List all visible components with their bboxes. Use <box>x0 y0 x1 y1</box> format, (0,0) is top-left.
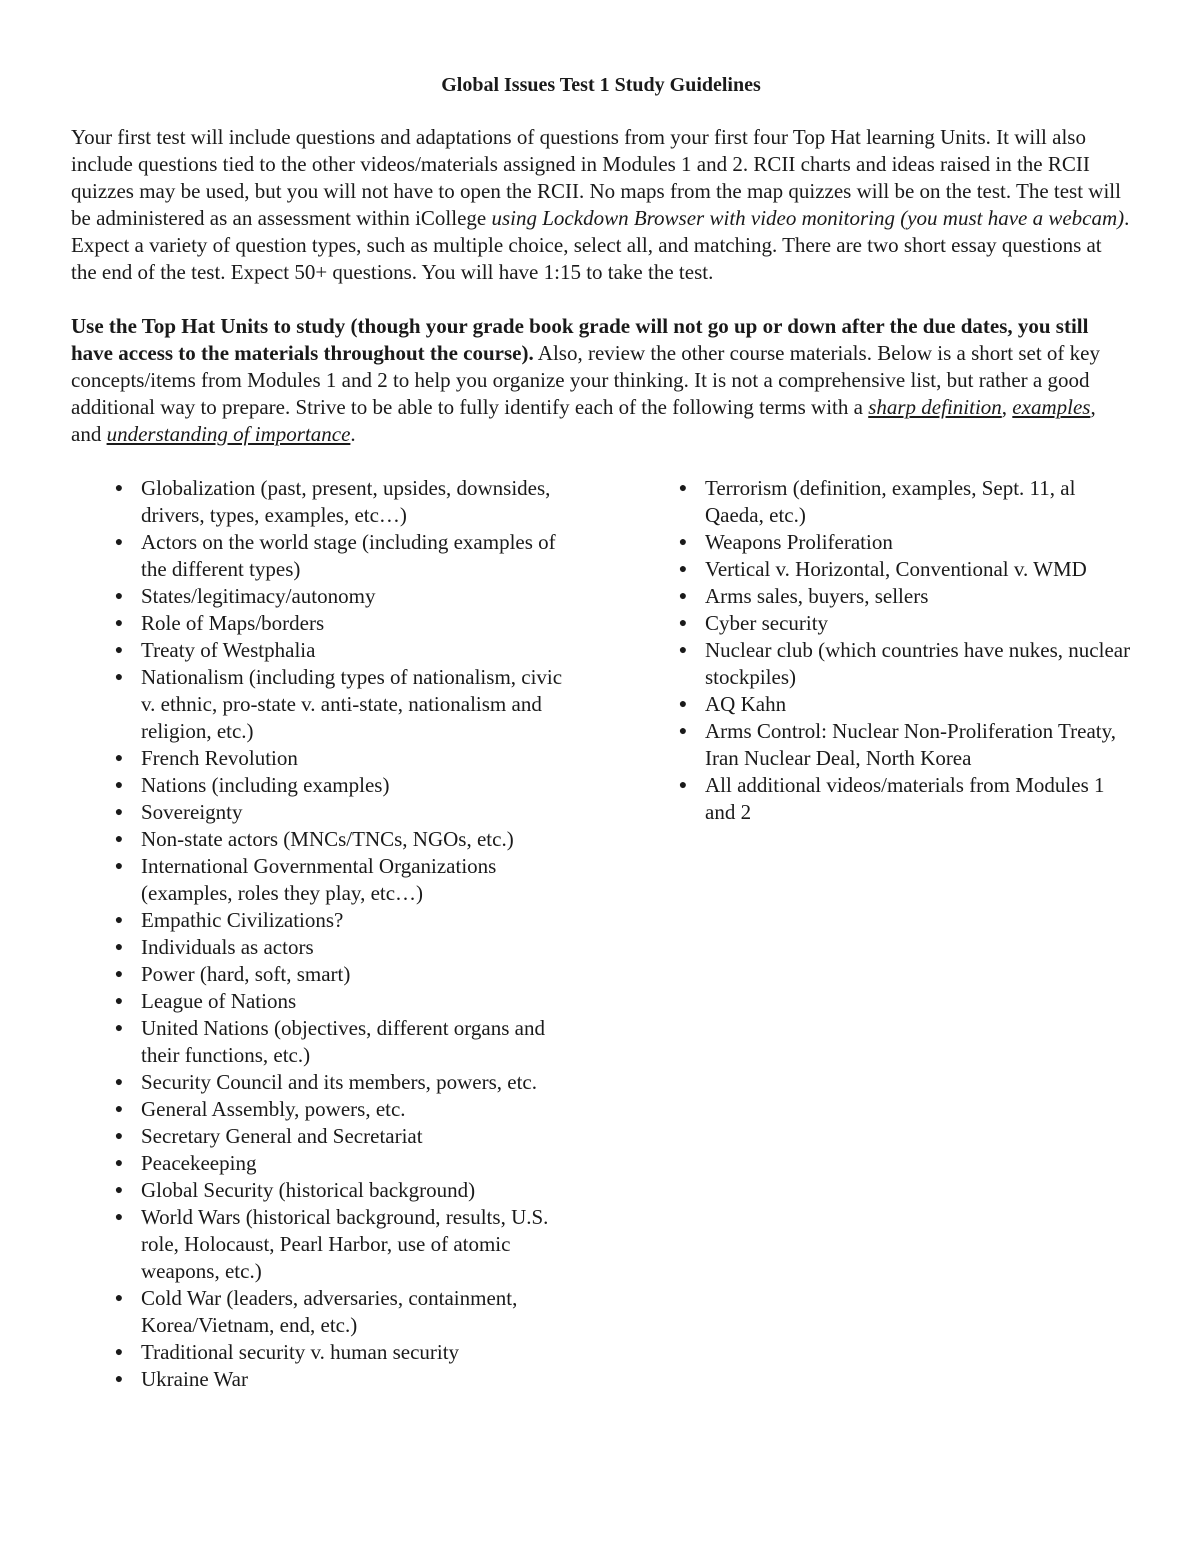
bullet-icon: ● <box>114 1291 124 1306</box>
bullet-icon: ● <box>114 805 124 820</box>
document-page <box>71 72 1131 1425</box>
list-item-text: Vertical v. Horizontal, Conventional v. WMD <box>705 557 1087 581</box>
list-item <box>71 826 571 853</box>
bullet-icon: ● <box>678 616 688 631</box>
list-item <box>71 1015 571 1069</box>
list-item <box>635 556 1135 583</box>
list-item-text: United Nations (objectives, different organs and their functions, etc.) <box>141 1016 545 1067</box>
list-item <box>71 1123 571 1150</box>
list-item <box>71 1285 571 1339</box>
term-understanding-of-importance: understanding of importance <box>106 422 351 446</box>
list-item-text: Terrorism (definition, examples, Sept. 11, al Qaeda, etc.) <box>705 476 1076 527</box>
list-item <box>71 1177 571 1204</box>
list-item-text: Power (hard, soft, smart) <box>141 962 351 986</box>
bullet-icon: ● <box>114 832 124 847</box>
list-item <box>71 772 571 799</box>
intro-paragraph <box>71 124 1131 286</box>
bullet-icon: ● <box>114 778 124 793</box>
list-item-text: League of Nations <box>141 989 297 1013</box>
list-item-text: Arms sales, buyers, sellers <box>705 584 929 608</box>
list-item-text: Traditional security v. human security <box>141 1340 460 1364</box>
list-item <box>71 1339 571 1366</box>
bullet-icon: ● <box>114 940 124 955</box>
list-item-text: Peacekeeping <box>141 1151 257 1175</box>
list-item-text: AQ Kahn <box>705 692 787 716</box>
list-item-text: World Wars (historical background, results, U.S. role, Holocaust, Pearl Harbor, use of atomic weapons, etc.) <box>141 1205 549 1283</box>
list-item-text: Role of Maps/borders <box>141 611 325 635</box>
list-item <box>71 529 571 583</box>
list-item-text: International Governmental Organizations (examples, roles they play, etc…) <box>141 854 497 905</box>
list-item-text: Treaty of Westphalia <box>141 638 316 662</box>
list-item-text: Nuclear club (which countries have nukes, nuclear stockpiles) <box>705 638 1131 689</box>
list-item <box>71 1204 571 1285</box>
document-title: Global Issues Test 1 Study Guidelines <box>441 74 761 96</box>
list-item-text: Actors on the world stage (including examples of the different types) <box>141 530 556 581</box>
list-item-text: Nations (including examples) <box>141 773 390 797</box>
key-concepts-columns <box>71 475 1131 1425</box>
list-item-text: States/legitimacy/autonomy <box>141 584 376 608</box>
list-item <box>71 1096 571 1123</box>
bullet-icon: ● <box>114 913 124 928</box>
bullet-icon: ● <box>114 1021 124 1036</box>
list-item <box>71 961 571 988</box>
list-item-text: Non-state actors (MNCs/TNCs, NGOs, etc.) <box>141 827 514 851</box>
list-item-text: Empathic Civilizations? <box>141 908 344 932</box>
bullet-icon: ● <box>114 535 124 550</box>
list-item <box>635 475 1135 529</box>
study-bold-lead: Use the Top Hat Units to study (though your grade book grade will not go up or down after the due dates, you still have access to the materials throughout the course). <box>71 314 1089 365</box>
list-item <box>635 610 1135 637</box>
list-item <box>71 1150 571 1177</box>
bullet-icon: ● <box>114 670 124 685</box>
list-item-text: Secretary General and Secretariat <box>141 1124 423 1148</box>
bullet-icon: ● <box>114 616 124 631</box>
list-item <box>635 637 1135 691</box>
list-item <box>71 637 571 664</box>
list-item <box>635 691 1135 718</box>
list-item-text: Cyber security <box>705 611 829 635</box>
list-item-text: Nationalism (including types of nationalism, civic v. ethnic, pro-state v. anti-state, nationalism and religion, etc.) <box>141 665 563 743</box>
bullet-icon: ● <box>114 967 124 982</box>
bullet-icon: ● <box>678 697 688 712</box>
intro-text-end: . Expect a variety of question types, such as multiple choice, select all, and matching. There are two short essay questions at the end of the test. Expect 50+ questions. You will have 1:15 to take the test. <box>71 206 1130 284</box>
list-item-text: Cold War (leaders, adversaries, containment, Korea/Vietnam, end, etc.) <box>141 1286 518 1337</box>
list-item-text: All additional videos/materials from Modules 1 and 2 <box>705 773 1105 824</box>
bullet-icon: ● <box>114 1183 124 1198</box>
list-item-text: Ukraine War <box>141 1367 248 1391</box>
list-item-text: French Revolution <box>141 746 298 770</box>
bullet-icon: ● <box>114 994 124 1009</box>
study-sep-2: , and <box>71 395 1096 446</box>
bullet-icon: ● <box>114 1129 124 1144</box>
right-concept-list <box>635 475 1135 826</box>
term-examples: examples <box>1012 395 1091 419</box>
list-item <box>71 664 571 745</box>
intro-italic-text: using Lockdown Browser with video monitoring (you must have a webcam) <box>491 206 1125 230</box>
intro-text-start: Your first test will include questions and adaptations of questions from your first four Top Hat learning Units. It will also include questions tied to the other videos/materials assigned in Modules 1 and 2. RCII charts and ideas raised in the RCII quizzes may be used, but you will not have to open the RCII. No maps from the map quizzes will be on the test. The test will be administered as an assessment within iCollege <box>71 125 1121 230</box>
bullet-icon: ● <box>114 1210 124 1225</box>
list-item <box>71 853 571 907</box>
list-item <box>635 772 1135 826</box>
bullet-icon: ● <box>114 589 124 604</box>
bullet-icon: ● <box>114 751 124 766</box>
term-sharp-definition: sharp definition <box>868 395 1002 419</box>
list-item-text: Individuals as actors <box>141 935 314 959</box>
bullet-icon: ● <box>678 643 688 658</box>
bullet-icon: ● <box>114 643 124 658</box>
bullet-icon: ● <box>678 724 688 739</box>
list-item <box>71 1069 571 1096</box>
bullet-icon: ● <box>114 1345 124 1360</box>
list-item-text: Globalization (past, present, upsides, downsides, drivers, types, examples, etc…) <box>141 476 551 527</box>
list-item <box>71 934 571 961</box>
bullet-icon: ● <box>114 1102 124 1117</box>
study-end: . <box>350 422 356 446</box>
list-item <box>71 475 571 529</box>
list-item <box>71 1366 571 1393</box>
list-item <box>71 610 571 637</box>
list-item <box>635 583 1135 610</box>
study-paragraph <box>71 313 1131 448</box>
list-item-text: Sovereignty <box>141 800 243 824</box>
list-item-text: Weapons Proliferation <box>705 530 893 554</box>
bullet-icon: ● <box>678 778 688 793</box>
study-sep-1: , <box>1001 395 1013 419</box>
bullet-icon: ● <box>114 859 124 874</box>
list-item <box>71 745 571 772</box>
list-item <box>71 799 571 826</box>
list-item-text: General Assembly, powers, etc. <box>141 1097 406 1121</box>
list-item <box>71 907 571 934</box>
bullet-icon: ● <box>114 1156 124 1171</box>
list-item <box>635 718 1135 772</box>
bullet-icon: ● <box>678 589 688 604</box>
list-item <box>71 988 571 1015</box>
bullet-icon: ● <box>114 1075 124 1090</box>
bullet-icon: ● <box>114 1372 124 1387</box>
bullet-icon: ● <box>678 562 688 577</box>
bullet-icon: ● <box>114 481 124 496</box>
list-item-text: Security Council and its members, powers, etc. <box>141 1070 537 1094</box>
list-item-text: Arms Control: Nuclear Non-Proliferation Treaty, Iran Nuclear Deal, North Korea <box>705 719 1116 770</box>
list-item <box>71 583 571 610</box>
list-item-text: Global Security (historical background) <box>141 1178 476 1202</box>
bullet-icon: ● <box>678 481 688 496</box>
list-item <box>635 529 1135 556</box>
left-concept-list <box>71 475 571 1393</box>
study-body: Also, review the other course materials. Below is a short set of key concepts/items from Modules 1 and 2 to help you organize your thinking. It is not a comprehensive list, but rather a good additional way to prepare. Strive to be able to fully identify each of the following terms with a <box>71 341 1100 419</box>
bullet-icon: ● <box>678 535 688 550</box>
